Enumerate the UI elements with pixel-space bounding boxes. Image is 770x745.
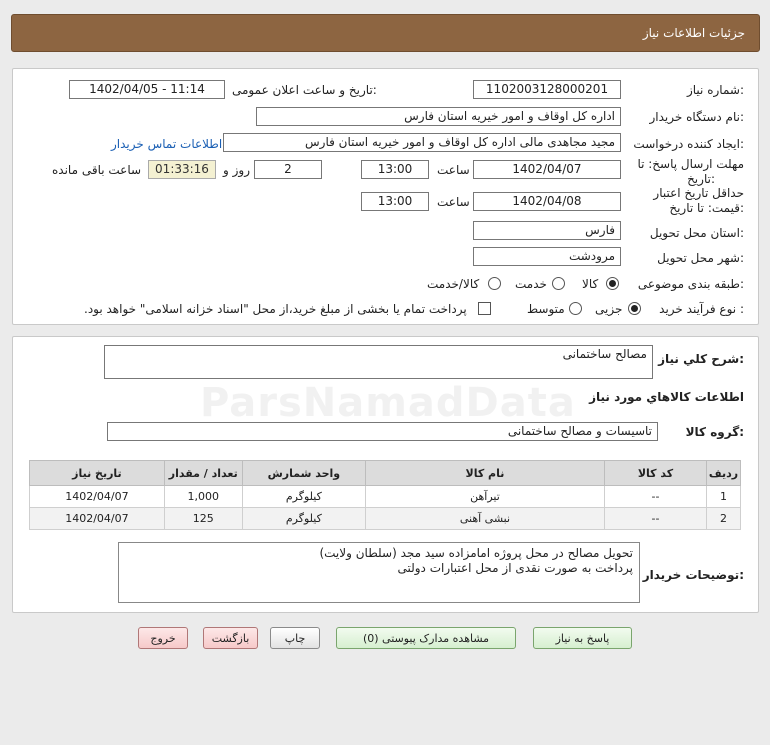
print-button[interactable]: چاپ — [270, 627, 320, 649]
payment-note: پرداخت تمام یا بخشی از مبلغ خرید،از محل "اسناد خزانه اسلامی" خواهد بود. — [84, 302, 467, 316]
province-label: استان محل تحویل: — [649, 226, 744, 240]
description-label: شرح كلي نياز: — [658, 352, 744, 366]
description-field: مصالح ساختمانی — [104, 345, 653, 379]
back-button[interactable]: بازگشت — [203, 627, 258, 649]
cell-unit: کیلوگرم — [242, 486, 365, 508]
process-option-minor: جزیی — [595, 302, 623, 316]
col-quantity: تعداد / مقدار — [164, 461, 242, 486]
col-unit: واحد شمارش — [242, 461, 365, 486]
col-date: تاریخ نیاز — [30, 461, 165, 486]
buyer-notes-line-2: پرداخت به صورت نقدی از محل اعتبارات دولتی — [397, 561, 633, 575]
table-row — [30, 508, 741, 530]
province-field: فارس — [473, 221, 621, 240]
goods-group-label: گروه كالا: — [685, 425, 744, 439]
exit-button[interactable]: خروج — [138, 627, 188, 649]
cell-name: تیرآهن — [365, 486, 604, 508]
city-label: شهر محل تحویل: — [657, 251, 744, 265]
validity-label-2: قیمت: تا تاریخ: — [669, 201, 744, 215]
process-radio-minor[interactable] — [628, 302, 641, 315]
process-label: نوع فرآیند خرید : — [659, 302, 744, 316]
page-title: جزئیات اطلاعات نیاز — [642, 26, 745, 40]
cell-quantity: 125 — [164, 508, 242, 530]
city-field: مرودشت — [473, 247, 621, 266]
cell-name: نبشی آهنی — [365, 508, 604, 530]
days-label: روز و — [223, 163, 250, 177]
buyer-org-field: اداره کل اوقاف و امور خیریه استان فارس — [256, 107, 621, 126]
need-number-label: شماره نیاز: — [686, 83, 744, 97]
cell-date: 1402/04/07 — [30, 486, 165, 508]
category-option-goods: کالا — [582, 277, 599, 291]
buyer-notes-field — [118, 542, 640, 603]
remaining-time-field: 01:33:16 — [148, 160, 216, 179]
requester-field: مجید مجاهدی مالی اداره کل اوقاف و امور خیریه استان فارس — [223, 133, 621, 152]
validity-date-field: 1402/04/08 — [473, 192, 621, 211]
buyer-notes-label: توضیحات خریدار: — [642, 568, 744, 582]
process-radio-medium[interactable] — [569, 302, 582, 315]
buyer-notes-line-1: تحویل مصالح در محل پروژه امامزاده سید مجد (سلطان ولایت) — [319, 546, 633, 560]
need-number-field: 1102003128000201 — [473, 80, 621, 99]
deadline-time-field: 13:00 — [361, 160, 429, 179]
goods-info-title: اطلاعات كالاهاي مورد نياز — [589, 390, 744, 404]
cell-row: 2 — [707, 508, 741, 530]
category-option-service: خدمت — [515, 277, 547, 291]
payment-checkbox[interactable] — [478, 302, 491, 315]
col-code: کد کالا — [604, 461, 706, 486]
deadline-label: مهلت ارسال پاسخ: تا — [637, 157, 744, 171]
category-radio-service[interactable] — [552, 277, 565, 290]
announce-label: تاریخ و ساعت اعلان عمومی: — [232, 83, 377, 97]
col-row: ردیف — [707, 461, 741, 486]
cell-code: -- — [604, 486, 706, 508]
days-field: 2 — [254, 160, 322, 179]
cell-row: 1 — [707, 486, 741, 508]
buyer-org-label: نام دستگاه خریدار: — [649, 110, 744, 124]
deadline-date-field: 1402/04/07 — [473, 160, 621, 179]
process-option-medium: متوسط — [527, 302, 565, 316]
category-label: طبقه بندی موضوعی: — [637, 277, 744, 291]
table-header-row — [30, 461, 741, 486]
buyer-contact-link[interactable]: اطلاعات تماس خریدار — [111, 137, 223, 151]
validity-time-label: ساعت — [437, 195, 470, 209]
cell-date: 1402/04/07 — [30, 508, 165, 530]
validity-label: حداقل تاریخ اعتبار — [653, 186, 744, 200]
col-name: نام کالا — [365, 461, 604, 486]
cell-unit: کیلوگرم — [242, 508, 365, 530]
deadline-time-label: ساعت — [437, 163, 470, 177]
category-option-goods-service: کالا/خدمت — [427, 277, 480, 291]
requester-label: ایجاد کننده درخواست: — [633, 137, 744, 151]
goods-group-field: تاسیسات و مصالح ساختمانی — [107, 422, 658, 441]
cell-code: -- — [604, 508, 706, 530]
table-row — [30, 486, 741, 508]
goods-table — [29, 460, 741, 530]
category-radio-goods-service[interactable] — [488, 277, 501, 290]
deadline-label-2: تاریخ: — [687, 172, 715, 186]
category-radio-goods[interactable] — [606, 277, 619, 290]
announce-field: 1402/04/05 - 11:14 — [69, 80, 225, 99]
reply-button[interactable]: پاسخ به نیاز — [533, 627, 632, 649]
attachments-button[interactable]: مشاهده مدارک پیوستی (0) — [336, 627, 516, 649]
page-header — [11, 14, 760, 52]
cell-quantity: 1,000 — [164, 486, 242, 508]
validity-time-field: 13:00 — [361, 192, 429, 211]
remaining-label: ساعت باقی مانده — [52, 163, 142, 177]
